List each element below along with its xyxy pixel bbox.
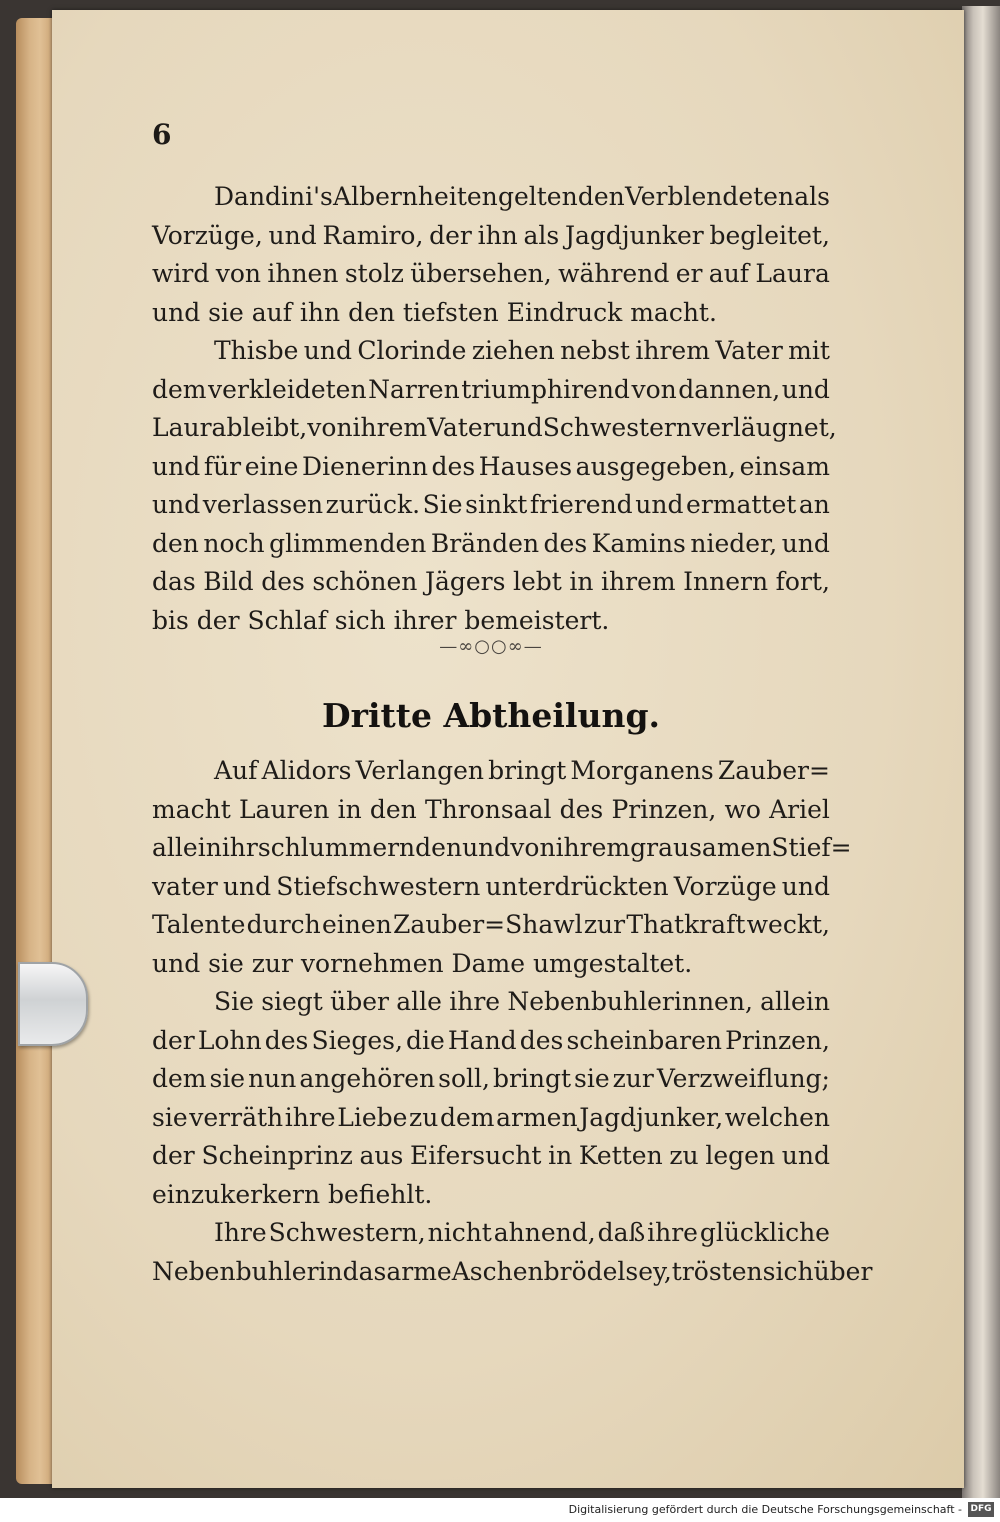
paragraph-2-line: dem verkleideten Narren triumphirend von dannen, und [152, 374, 830, 404]
paragraph-2-line: das Bild des schönen Jägers lebt in ihrem Innern fort, [152, 567, 830, 596]
page-clip [18, 962, 88, 1046]
paragraph-3-line: macht Lauren in den Thronsaal des Prinzen, wo Ariel [152, 794, 830, 824]
paragraph-3-line: Auf Alidors Verlangen bringt Morganens Zauber= [214, 756, 830, 785]
paragraph-4-line: der Lohn des Sieges, die Hand des scheinbaren Prinzen, [152, 1025, 830, 1055]
paragraph-4-line: der Scheinprinz aus Eifersucht in Ketten zu legen und [152, 1141, 830, 1170]
paragraph-5-line: Ihre Schwestern, nicht ahnend, daß ihre glückliche [214, 1218, 830, 1247]
paragraph-3-line: Talente durch einen Zauber=Shawl zur Thatkraft weckt, [152, 910, 830, 939]
paragraph-1-line: Dandini's Albernheiten gelten den Verblendeten als [214, 182, 830, 211]
paragraph-2-line: und verlassen zurück. Sie sinkt frierend und ermattet an [152, 490, 830, 519]
paragraph-2-line: den noch glimmenden Bränden des Kamins nieder, und [152, 528, 830, 558]
paragraph-1-line: wird von ihnen stolz übersehen, während er auf Laura [152, 259, 830, 288]
text-block-bottom [152, 752, 873, 1291]
paragraph-2-line: und für eine Dienerinn des Hauses ausgegeben, einsam [152, 451, 830, 481]
footer-credit: Digitalisierung gefördert durch die Deutsche Forschungsgemeinschaft - [568, 1503, 962, 1516]
section-heading: Dritte Abtheilung. [321, 696, 661, 735]
paragraph-1-line: Vorzüge, und Ramiro, der ihn als Jagdjunker begleitet, [152, 220, 830, 250]
paragraph-3-line: alle in ihr schlummernden und von ihrem grausamen Stief= [152, 833, 852, 862]
page-number: 6 [152, 118, 172, 151]
paragraph-4-line: einzukerkern befiehlt. [152, 1179, 433, 1209]
paragraph-4-line: Sie siegt über alle ihre Nebenbuhlerinnen, allein [214, 987, 830, 1016]
paragraph-4-line: dem sie nun angehören soll, bringt sie zur Verzweiflung; [152, 1064, 830, 1093]
paragraph-5-line: Nebenbuhlerin das arme Aschenbrödel sey, trösten sich über [152, 1256, 873, 1286]
page-edges [16, 18, 56, 1484]
paragraph-4-line: sie verräth ihre Liebe zu dem armen Jagdjunker, welchen [152, 1102, 830, 1132]
paragraph-3-line: und sie zur vornehmen Dame umgestaltet. [152, 948, 693, 978]
paragraph-2-line: Laura bleibt, von ihrem Vater und Schwestern verläugnet, [152, 413, 837, 442]
dfg-logo-icon: DFG [968, 1502, 994, 1517]
footer-bar [0, 1498, 1000, 1522]
text-block-top [152, 178, 837, 640]
section-ornament: —∞○○∞— [439, 636, 543, 657]
paragraph-2-line: Thisbe und Clorinde ziehen nebst ihrem Vater mit [214, 336, 830, 365]
paragraph-3-line: vater und Stiefschwestern unterdrückten Vorzüge und [152, 871, 830, 901]
right-page-edge [962, 6, 1000, 1498]
paragraph-2-line: bis der Schlaf sich ihrer bemeistert. [152, 605, 610, 635]
paragraph-1-line: und sie auf ihn den tiefsten Eindruck macht. [152, 297, 717, 327]
